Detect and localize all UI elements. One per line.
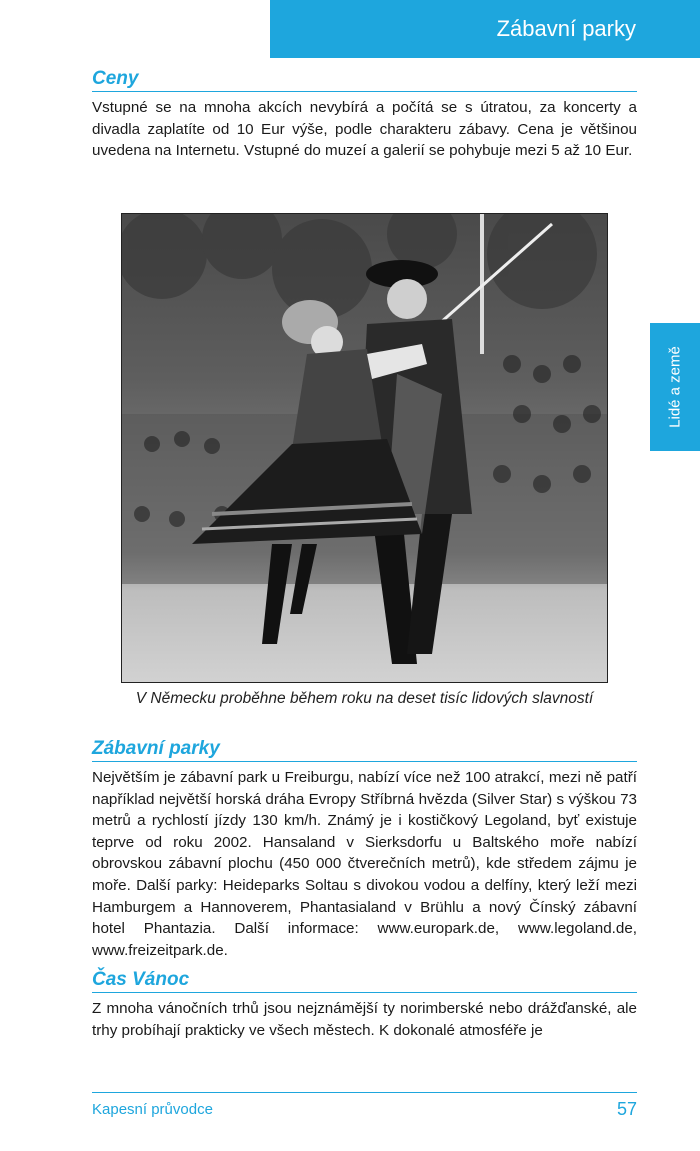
- photo-caption: V Německu proběhne během roku na deset tisíc lidových slavností: [135, 690, 594, 707]
- paragraph-ceny: Vstupné se na mnoha akcích nevybírá a počítá se s útratou, za koncerty a divadla zaplatíte od 10 Eur výše, podle charakteru zábavy. Cena je většinou uvedena na Internetu. Vstupné do muzeí a galerií se pohybuje mezi 5 až 10 Eur.: [92, 99, 637, 160]
- side-tab-label: Lidé a země: [666, 346, 684, 428]
- side-tab: [650, 323, 700, 451]
- paragraph-cas-vanoc: Z mnoha vánočních trhů jsou nejznámější ty norimberské nebo drážďanské, ale trhy probíhají prakticky ve všech městech. K dokonalé atmosféře je: [92, 1000, 637, 1039]
- footer-guide-name: Kapesní průvodce: [92, 1101, 213, 1118]
- footer-divider: [92, 1092, 637, 1093]
- running-header: [270, 0, 700, 58]
- section-title-cas-vanoc: Čas Vánoc: [92, 969, 637, 993]
- section-title-zabavni-parky: Zábavní parky: [92, 738, 637, 762]
- header-title: Zábavní parky: [496, 16, 636, 41]
- page-number: 57: [616, 1099, 637, 1119]
- paragraph-zabavni-parky: Největším je zábavní park u Freiburgu, nabízí více než 100 atrakcí, mezi ně patří například největší horská dráha Evropy Stříbrná hvězda (Silver Star) s výškou 73 metrů a rychlostí jízdy 130 km/h. Známý je i kostičkový Legoland, byť existuje teprve od roku 2002. Hansaland v Sierksdorfu u Baltského moře nabízí obrovskou zábavní plochu (450 000 čtverečních metrů), kde středem zájmu je moře. Další parky: Heideparks Soltau s divokou vodou a delfíny, který leží mezi Hamburgem a Hannoverem, Phantasialand v Brühlu a nový Čínský zábavní hotel Phantazia. Další informace: www.europark.de, www.legoland.de, www.freizeitpark.de.: [92, 769, 637, 959]
- section-title-ceny: Ceny: [92, 68, 637, 92]
- folk-dance-photo: [121, 213, 608, 683]
